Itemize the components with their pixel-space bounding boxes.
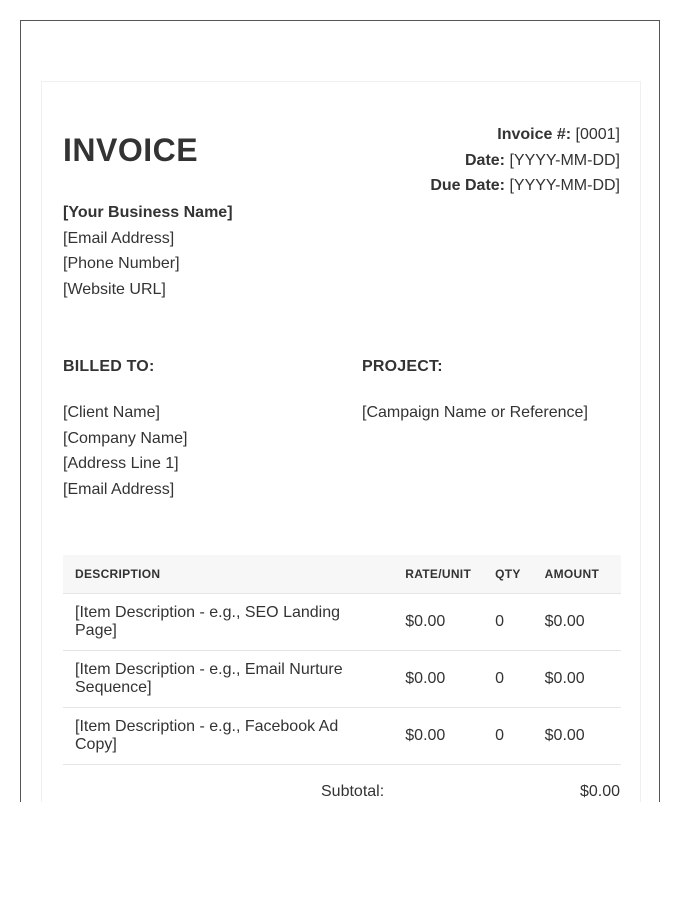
item-description: [Item Description - e.g., SEO Landing Page] (63, 594, 393, 651)
line-items-table (63, 555, 621, 765)
item-rate: $0.00 (393, 651, 483, 708)
billed-to-label: BILLED TO: (63, 358, 155, 375)
invoice-due-date-label: Due Date: (430, 177, 506, 194)
business-email: [Email Address] (63, 229, 175, 247)
invoice-date-line (430, 148, 620, 174)
client-name: [Client Name] (63, 404, 160, 421)
project-label: PROJECT: (362, 358, 443, 375)
table-header-row (63, 555, 621, 594)
header-qty: QTY (483, 555, 533, 594)
invoice-number-line (430, 122, 620, 148)
invoice-due-date-value: [YYYY-MM-DD] (509, 177, 620, 194)
invoice-sheet (41, 81, 641, 802)
header-amount: AMOUNT (533, 555, 621, 594)
header-description: DESCRIPTION (63, 555, 393, 594)
invoice-due-date-line (430, 173, 620, 199)
header-rate-unit: RATE/UNIT (393, 555, 483, 594)
business-website: [Website URL] (63, 280, 166, 298)
item-qty: 0 (483, 594, 533, 651)
subtotal-label: Subtotal: (321, 783, 385, 800)
client-address: [Address Line 1] (63, 455, 179, 472)
item-description: [Item Description - e.g., Facebook Ad Copy] (63, 708, 393, 765)
business-phone: [Phone Number] (63, 255, 180, 272)
document-viewport (20, 20, 660, 802)
invoice-number-value: [0001] (575, 126, 620, 143)
item-qty: 0 (483, 651, 533, 708)
table-row (63, 651, 621, 708)
item-amount: $0.00 (533, 651, 621, 708)
item-description: [Item Description - e.g., Email Nurture Sequence] (63, 651, 393, 708)
business-name: [Your Business Name] (63, 204, 233, 221)
table-row (63, 594, 621, 651)
item-rate: $0.00 (393, 594, 483, 651)
item-qty: 0 (483, 708, 533, 765)
item-amount: $0.00 (533, 708, 621, 765)
item-amount: $0.00 (533, 594, 621, 651)
company-name: [Company Name] (63, 429, 188, 447)
business-info (63, 200, 233, 302)
item-rate: $0.00 (393, 708, 483, 765)
invoice-title: INVOICE (63, 132, 199, 168)
billed-to-info (63, 400, 188, 502)
invoice-meta (430, 122, 620, 199)
invoice-date-label: Date: (465, 151, 506, 169)
subtotal-value: $0.00 (579, 783, 620, 800)
invoice-number-label: Invoice #: (497, 126, 572, 143)
invoice-date-value: [YYYY-MM-DD] (509, 151, 620, 169)
client-email: [Email Address] (63, 480, 175, 498)
project-reference: [Campaign Name or Reference] (362, 404, 588, 421)
table-row (63, 708, 621, 765)
